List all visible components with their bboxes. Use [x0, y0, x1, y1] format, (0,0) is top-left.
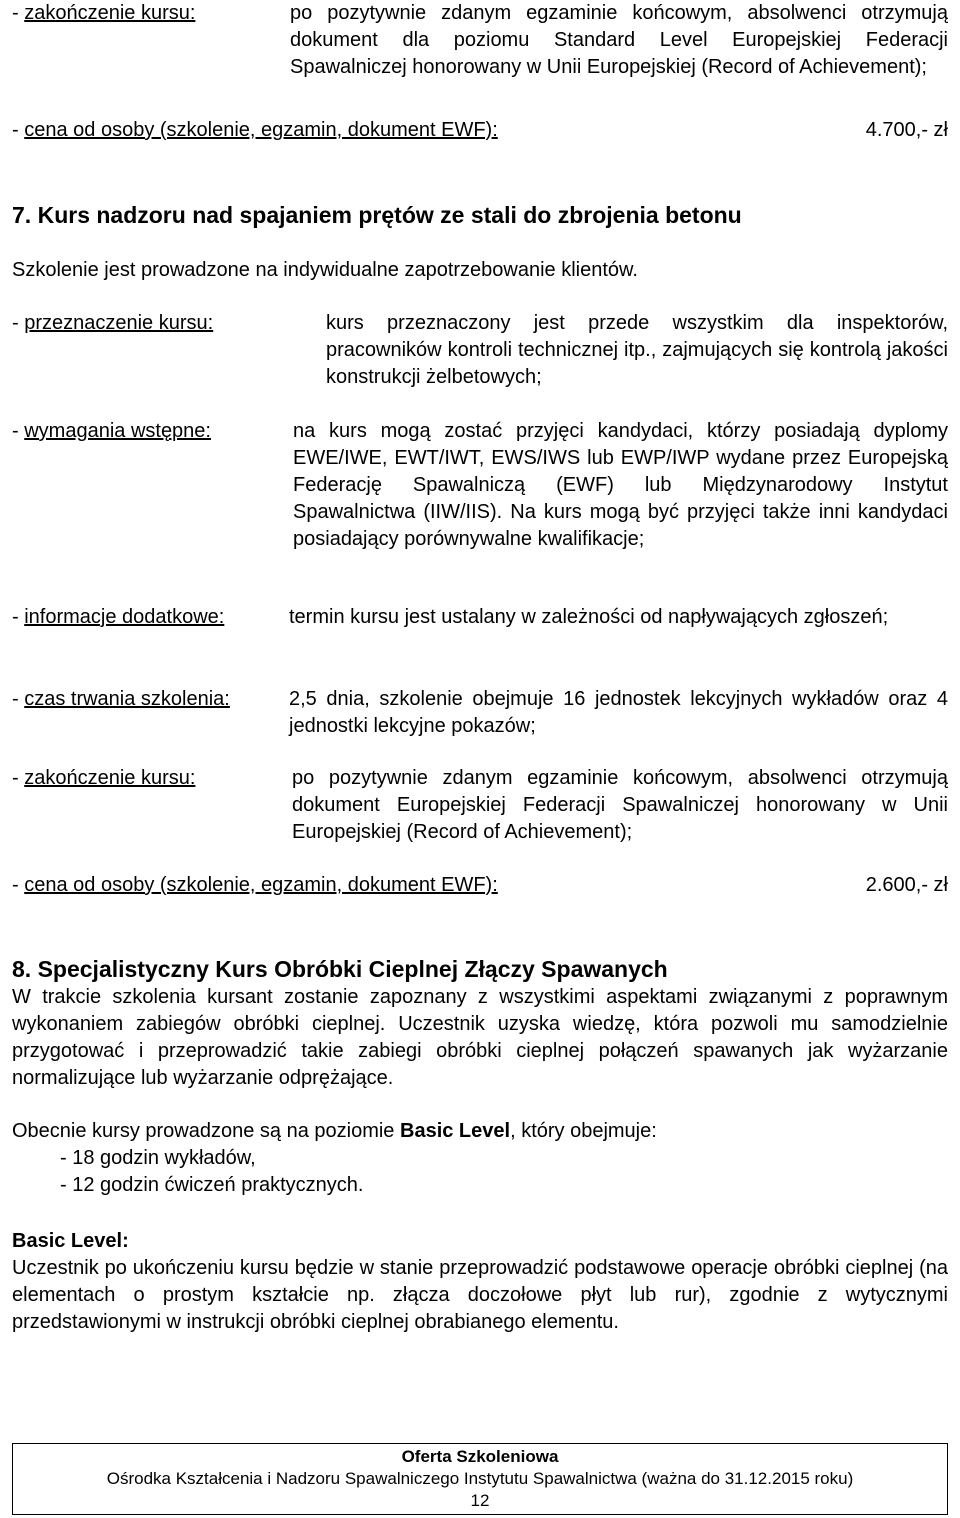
s7-purpose-label: - przeznaczenie kursu: — [12, 312, 214, 334]
s7-intro: Szkolenie jest prowadzone na indywidualne zapotrzebowanie klientów. — [12, 259, 638, 281]
s6-completion-row — [12, 0, 948, 108]
s7-duration-label: - czas trwania szkolenia: — [12, 688, 230, 710]
s7-info-text: termin kursu jest ustalany w zależności od napływających zgłoszeń; — [289, 606, 889, 628]
s7-purpose-row — [12, 310, 948, 391]
s7-info-label: - informacje dodatkowe: — [12, 606, 225, 628]
page-number: 12 — [470, 1491, 490, 1510]
s7-heading: 7. Kurs nadzoru nad spajaniem prętów ze stali do zbrojenia betonu — [12, 202, 742, 228]
s8-hours-list — [60, 1145, 363, 1199]
s7-completion-label: - zakończenie kursu: — [12, 767, 196, 789]
s7-price-row — [12, 872, 948, 899]
s6-price-row — [12, 117, 948, 144]
s8-heading: 8. Specjalistyczny Kurs Obróbki Cieplnej Złączy Spawanych — [12, 956, 668, 982]
s6-price-label: - cena od osoby (szkolenie, egzamin, dokument EWF): — [12, 119, 498, 141]
s7-requirements-label: - wymagania wstępne: — [12, 420, 211, 442]
s7-completion-row — [12, 765, 948, 846]
s7-price-value: 2.600,- zł — [865, 874, 948, 896]
s7-info-row — [12, 604, 948, 658]
list-item: - 18 godzin wykładów, — [60, 1147, 256, 1169]
page-footer — [12, 1443, 948, 1515]
s7-requirements-row — [12, 418, 948, 580]
s7-price-label: - cena od osoby (szkolenie, egzamin, dokument EWF): — [12, 874, 498, 896]
s6-completion-text: po pozytywnie zdanym egzaminie końcowym, absolwenci otrzymują dokument dla poziomu Standard Level Europejskiej Federacji Spawalniczej honorowany w Unii Europejskiej (Record of Achievement); — [290, 2, 948, 78]
s7-completion-text: po pozytywnie zdanym egzaminie końcowym, absolwenci otrzymują dokument Europejskiej Federacji Spawalniczej honorowany w Unii Europejskiej (Record of Achievement); — [292, 767, 948, 843]
s8-basic-text: Uczestnik po ukończeniu kursu będzie w stanie przeprowadzić podstawowe operacje obróbki cieplnej (na elementach o prostym kształcie np. złącza doczołowe płyt lub rur), zgodnie z wytycznymi przedstawionymi w instrukcji obróbki cieplnej obrabianego elementu. — [12, 1257, 948, 1333]
s8-intro: W trakcie szkolenia kursant zostanie zapoznany z wszystkimi aspektami związanymi z poprawnym wykonaniem zabiegów obróbki cieplnej. Uczestnik uzyska wiedzę, która pozwoli mu samodzielnie przygotować i przeprowadzić takie zabiegi obróbki cieplnej połączeń spawanych jak wyżarzanie normalizujące lub wyżarzanie odprężające. — [12, 986, 948, 1089]
s8-level-line: Obecnie kursy prowadzone są na poziomie Basic Level, który obejmuje: — [12, 1120, 657, 1142]
s7-duration-row — [12, 686, 948, 740]
s6-completion-label: - zakończenie kursu: — [12, 2, 196, 24]
s7-duration-text: 2,5 dnia, szkolenie obejmuje 16 jednostek lekcyjnych wykładów oraz 4 jednostki lekcyjne pokazów; — [289, 688, 948, 737]
list-item: - 12 godzin ćwiczeń praktycznych. — [60, 1174, 364, 1196]
s8-basic-heading: Basic Level: — [12, 1230, 129, 1252]
s7-purpose-text: kurs przeznaczony jest przede wszystkim dla inspektorów, pracowników kontroli technicznej itp., zajmujących się kontrolą jakości konstrukcji żelbetowych; — [326, 312, 948, 388]
s7-requirements-text: na kurs mogą zostać przyjęci kandydaci, którzy posiadają dyplomy EWE/IWE, EWT/IWT, EWS/IWS lub EWP/IWP wydane przez Europejską Federację Spawalniczą (EWF) lub Międzynarodowy Instytut Spawalnictwa (IIW/IIS). Na kurs mogą być przyjęci także inni kandydaci posiadający porównywalne kwalifikacje; — [293, 420, 948, 550]
footer-subtitle: Ośrodka Kształcenia i Nadzoru Spawalniczego Instytutu Spawalnictwa (ważna do 31.12.2015 roku) — [106, 1469, 854, 1488]
s6-price-value: 4.700,- zł — [865, 119, 948, 141]
footer-title: Oferta Szkoleniowa — [401, 1447, 559, 1466]
